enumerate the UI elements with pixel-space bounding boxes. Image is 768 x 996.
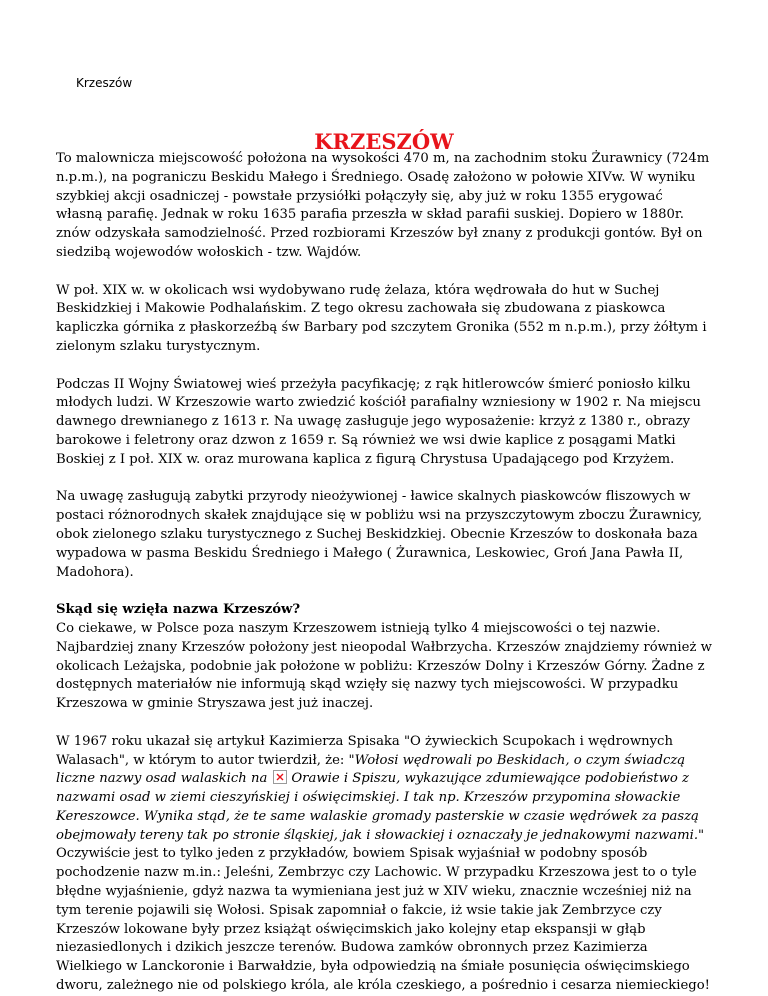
page-title: KRZESZÓW — [314, 129, 454, 155]
quote-part-a: Wołosi wędrowali po Beskidach, o czym świadczą liczne nazwy osad walaskich na — [56, 752, 686, 787]
paragraph-intro: To malownicza miejscowość położona na wysokości 470 m, na zachodnim stoku Żurawnicy (724m n.p.m.), na pograniczu Beskidu Małego i Średniego. Osadę założono w połowie XIVw. W wyniku szybkiej akcji osadniczej - powstałe przysiółki połączyły się, aby już w roku 1355 erygować własną parafię. Jednak w roku 1635 parafia przeszła w skład parafii suskiej. Dopiero w 1880r. znów odzyskała samodzielność. Przed rozbiorami Krzeszów był znany z produkcji gontów. Był on siedzibą wojewodów wołoskich - tzw. Wajdów. — [56, 151, 710, 260]
breadcrumb: Krzeszów — [76, 76, 133, 90]
paragraph-nature: Na uwagę zasługują zabytki przyrody nieożywionej - ławice skalnych piaskowców fliszowych w postaci różnorodnych skałek znajdujące się w pobliżu wsi na przyszczytowym zboczu Żurawnicy, obok zielonego szlaku turystycznego z Suchej Beskidzkiej. Obecnie Krzeszów to doskonała baza wypadowa w pasma Beskidu Średniego i Małego ( Żurawnica, Leskowiec, Groń Jana Pawła II, Madohora). — [56, 489, 703, 580]
broken-image-icon — [273, 770, 287, 784]
article-body — [56, 150, 712, 996]
quote-part-b: Orawie i Spiszu, wykazujące zdumiewające podobieństwo z nazwami osad w ziemi cieszyńskiej i oświęcimskiej. I tak np. Krzeszów przypomina słowackie Kereszowce. Wynika stąd, że te same walaskie gromady pasterskie w czasie wędrówek za paszą obejmowały tereny tak po stronie śląskiej, jak i słowackiej i oznaczały je jednakowymi nazwami. — [56, 771, 699, 843]
paragraph-spisak-intro: W 1967 roku ukazał się artykuł Kazimierza Spisaka "O żywieckich Scupokach i wędrownych Walasach", w którym to autor twierdził, że: " — [56, 733, 673, 768]
paragraph-spisak-rest: " Oczywiście jest to tylko jeden z przykładów, bowiem Spisak wyjaśniał w podobny sposób pochodzenie nazw m.in.: Jeleśni, Zembrzyc czy Lachowic. W przypadku Krzeszowa jest to o tyle błędne wyjaśnienie, gdyż nazwa ta wymieniana jest już w XIV wieku, znacznie wcześniej niż na tym terenie pojawili się Wołosi. Spisak zapomniał o fakcie, iż wsie takie jak Zembrzyce czy Krzeszów lokowane były przez książąt oświęcimskich jako kolejny etap ekspansji w głąb niezasiedlonych i dzikich jeszcze terenów. Budowa zamków obronnych przez Kazimierza Wielkiego w Lanckoronie i Barwałdzie, była odpowiedzią na śmiałe posunięcia oświęcimskiego dworu, zależnego nie od polskiego króla, ale króla czeskiego, a pośrednio i cesarza niemieckiego! — [56, 827, 710, 994]
paragraph-spisak — [56, 733, 712, 996]
paragraph-history: W poł. XIX w. w okolicach wsi wydobywano rudę żelaza, która wędrowała do hut w Suchej Beskidzkiej i Makowie Podhalańskim. Z tego okresu zachowała się zbudowana z piaskowca kapliczka górnika z płaskorzeźbą św Barbary pod szczytem Gronika (552 m n.p.m.), przy żółtym i zielonym szlaku turystycznym. — [56, 282, 707, 354]
paragraph-name-origin — [56, 601, 712, 714]
paragraph-name-text: Co ciekawe, w Polsce poza naszym Krzeszowem istnieją tylko 4 miejscowości o tej nazwie. Najbardziej znany Krzeszów położony jest nieopodal Wałbrzycha. Krzeszów znajdziemy również w okolicach Leżajska, podobnie jak położone w pobliżu: Krzeszów Dolny i Krzeszów Górny. Żadne z dostępnych materiałów nie informują skąd wzięły się nazwy tych miejscowości. W przypadku Krzeszowa w gminie Stryszawa jest już inaczej. — [56, 620, 712, 712]
section-heading: Skąd się wzięła nazwa Krzeszów? — [56, 602, 301, 618]
paragraph-war: Podczas II Wojny Światowej wieś przeżyła pacyfikację; z rąk hitlerowców śmierć poniosło kilku młodych ludzi. W Krzeszowie warto zwiedzić kościół parafialny wzniesiony w 1902 r. Na miejscu dawnego drewnianego z 1613 r. Na uwagę zasługuje jego wyposażenie: krzyż z 1380 r., obrazy barokowe i feletrony oraz dzwon z 1659 r. Są również we wsi dwie kaplice z posągami Matki Boskiej z I poł. XIX w. oraz murowana kaplica z figurą Chrystusa Upadającego pod Krzyżem. — [56, 376, 701, 467]
